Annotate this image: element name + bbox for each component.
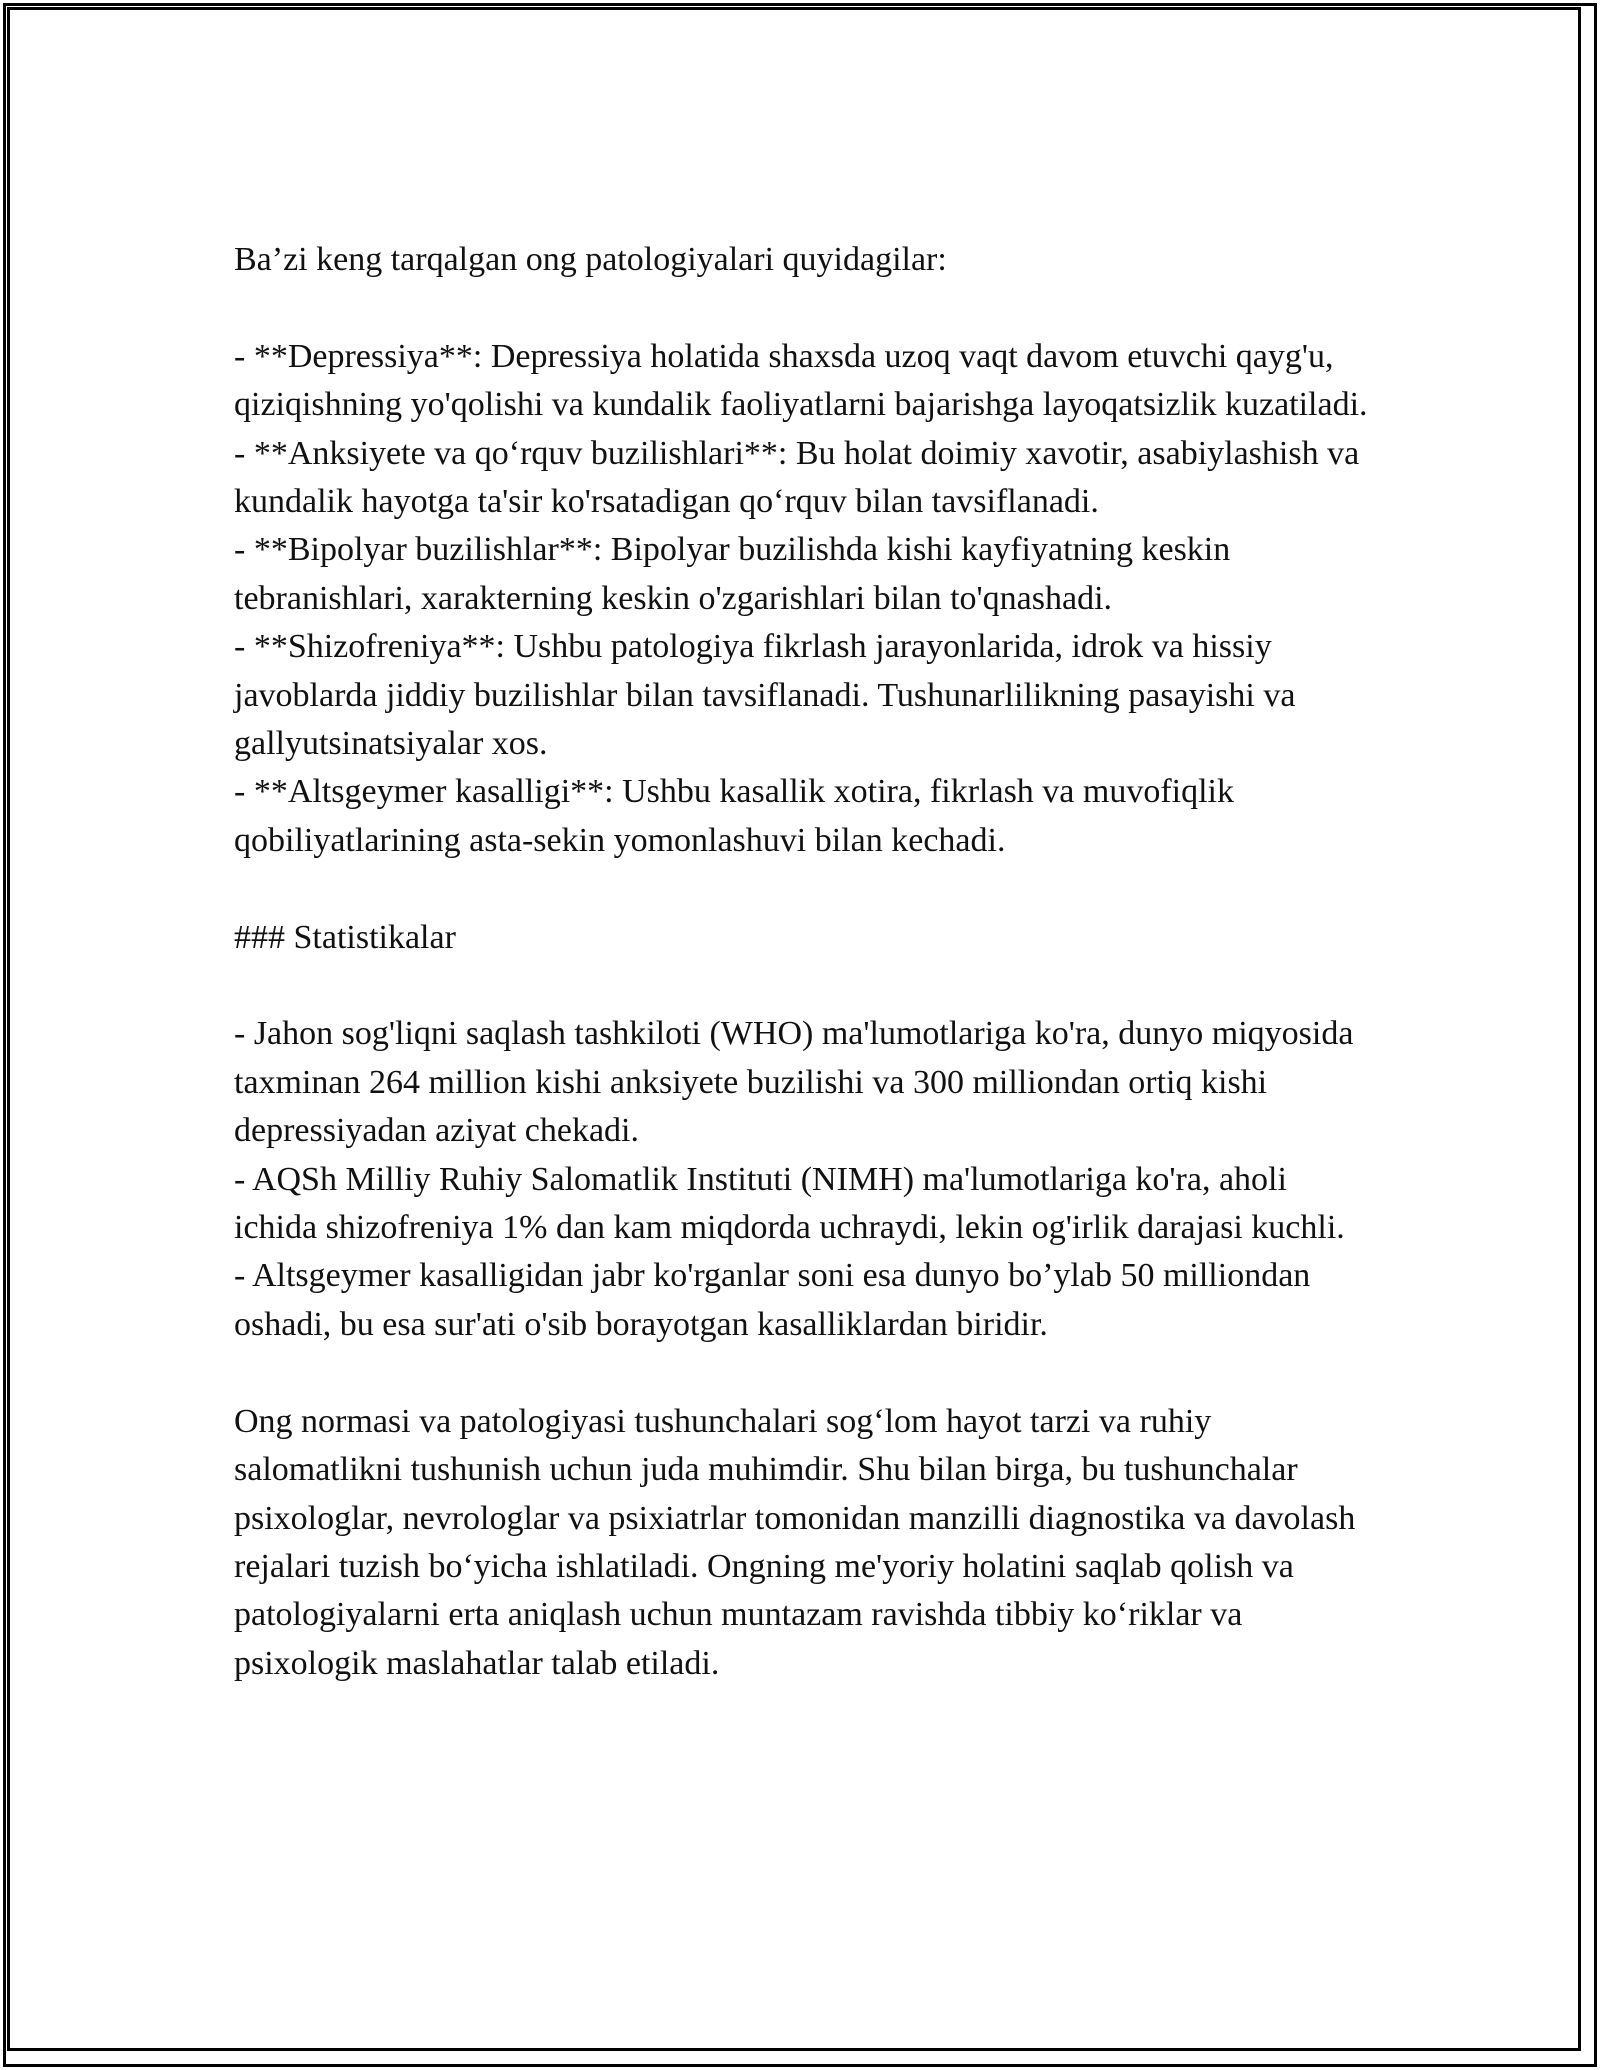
disorder-item-schizophrenia: - **Shizofreniya**: Ushbu patologiya fikrlash jarayonlarida, idrok va hissiy javoblarda jiddiy buzilishlar bilan tavsiflanadi. Tushunarlilikning pasayishi va gallyutsinatsiyalar xos. (234, 628, 1296, 763)
paragraph-gap (234, 284, 1374, 332)
disorder-item-anxiety: - **Anksiyete va qo‘rquv buzilishlari**: Bu holat doimiy xavotir, asabiylashish va kundalik hayotga ta'sir ko'rsatadigan qo‘rquv bilan tavsiflanadi. (234, 434, 1360, 521)
document-body (234, 236, 1374, 1688)
statistics-heading: ### Statistikalar (234, 918, 456, 956)
paragraph-gap (234, 1349, 1374, 1397)
paragraph-gap (234, 865, 1374, 913)
paragraph-gap (234, 962, 1374, 1010)
conclusion-paragraph: Ong normasi va patologiyasi tushunchalari sog‘lom hayot tarzi va ruhiy salomatlikni tushunish uchun juda muhimdir. Shu bilan birga, bu tushunchalar psixologlar, nevrologlar va psixiatrlar tomonidan manzilli diagnostika va davolash rejalari tuzish bo‘yicha ishlatiladi. Ongning me'yoriy holatini saqlab qolish va patologiyalarni erta aniqlash uchun muntazam ravishda tibbiy ko‘riklar va psixologik maslahatlar talab etiladi. (234, 1402, 1356, 1682)
disorder-item-alzheimer: - **Altsgeymer kasalligi**: Ushbu kasallik xotira, fikrlash va muvofiqlik qobiliyatlarining asta-sekin yomonlashuvi bilan kechadi. (234, 773, 1234, 859)
statistics-item-alzheimer: - Altsgeymer kasalligidan jabr ko'rganlar soni esa dunyo bo’ylab 50 milliondan oshadi, bu esa sur'ati o'sib borayotgan kasalliklardan biridir. (234, 1257, 1311, 1343)
statistics-item-who: - Jahon sog'liqni saqlash tashkiloti (WHO) ma'lumotlariga ko'ra, dunyo miqyosida taxminan 264 million kishi anksiyete buzilishi va 300 milliondan ortiq kishi depressiyadan aziyat chekadi. (234, 1015, 1354, 1150)
intro-paragraph: Ba’zi keng tarqalgan ong patologiyalari quyidagilar: (234, 241, 947, 278)
disorder-item-bipolar: - **Bipolyar buzilishlar**: Bipolyar buzilishda kishi kayfiyatning keskin tebranishlari, xarakterning keskin o'zgarishlari bilan to'qnashadi. (234, 531, 1231, 617)
disorder-item-depression: - **Depressiya**: Depressiya holatida shaxsda uzoq vaqt davom etuvchi qayg'u, qiziqishning yo'qolishi va kundalik faoliyatlarni bajarishga layoqatsizlik kuzatiladi. (234, 337, 1368, 424)
statistics-item-nimh: - AQSh Milliy Ruhiy Salomatlik Instituti (NIMH) ma'lumotlariga ko'ra, aholi ichida shizofreniya 1% dan kam miqdorda uchraydi, lekin og'irlik darajasi kuchli. (234, 1160, 1345, 1247)
